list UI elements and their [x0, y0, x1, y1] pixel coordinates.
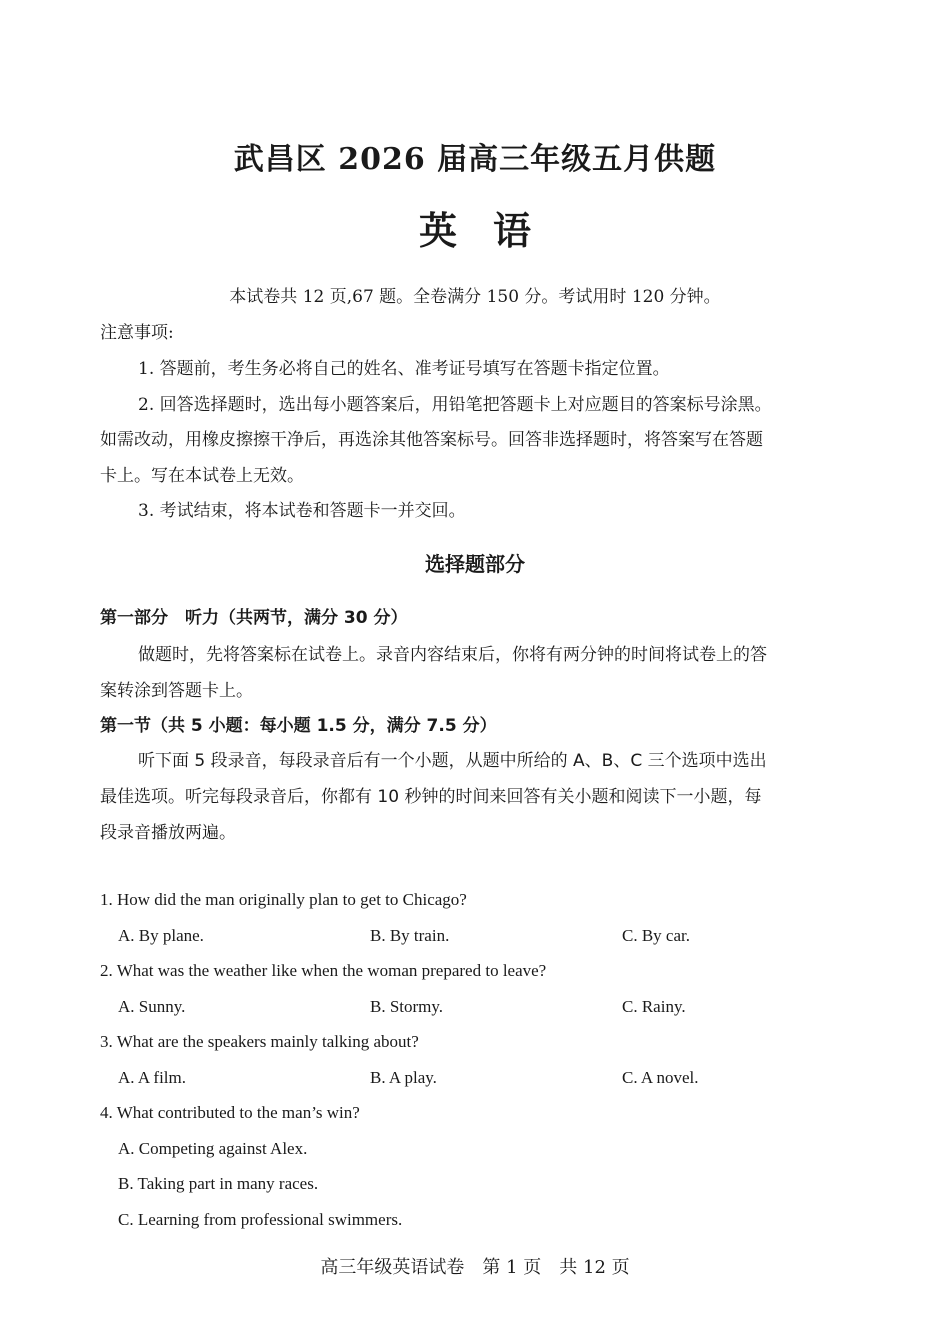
- question-3-stem: 3. What are the speakers mainly talking about?: [100, 1032, 419, 1051]
- question-4-option-a: A. Competing against Alex.: [118, 1139, 308, 1158]
- section1-heading: 第一节（共 5 小题：每小题 1.5 分，满分 7.5 分）: [100, 716, 497, 736]
- part1-instructions-line-2: 案转涂到答题卡上。: [100, 681, 253, 701]
- question-4-option-c: C. Learning from professional swimmers.: [118, 1210, 403, 1229]
- question-2-option-b: B. Stormy.: [370, 997, 444, 1016]
- section1-instructions-line-1: 听下面 5 段录音，每段录音后有一个小题，从题中所给的 A、B、C 三个选项中选出: [138, 751, 767, 771]
- question-4-option-b: B. Taking part in many races.: [118, 1174, 319, 1193]
- question-4-stem: 4. What contributed to the man’s win?: [100, 1103, 360, 1122]
- notice-item-1: 1. 答题前，考生务必将自己的姓名、准考证号填写在答题卡指定位置。: [138, 359, 670, 379]
- section1-instructions-line-3: 段录音播放两遍。: [100, 823, 236, 843]
- question-1-option-b: B. By train.: [370, 926, 450, 945]
- subject-title: 英语: [418, 208, 567, 253]
- question-2-stem: 2. What was the weather like when the woman prepared to leave?: [100, 961, 547, 980]
- exam-meta: 本试卷共 12 页,67 题。全卷满分 150 分。考试用时 120 分钟。: [229, 287, 721, 307]
- section-title: 选择题部分: [425, 552, 525, 576]
- question-1-option-a: A. By plane.: [118, 926, 204, 945]
- part1-instructions-line-1: 做题时，先将答案标在试卷上。录音内容结束后，你将有两分钟的时间将试卷上的答: [138, 645, 767, 665]
- question-3-option-a: A. A film.: [118, 1068, 187, 1087]
- notice-item-2-line-1: 2. 回答选择题时，选出每小题答案后，用铅笔把答题卡上对应题目的答案标号涂黑。: [138, 395, 772, 415]
- section1-instructions-line-2: 最佳选项。听完每段录音后，你都有 10 秒钟的时间来回答有关小题和阅读下一小题，每: [100, 787, 762, 807]
- question-3-option-c: C. A novel.: [622, 1068, 699, 1087]
- question-3-option-b: B. A play.: [370, 1068, 437, 1087]
- question-1-stem: 1. How did the man originally plan to get to Chicago?: [100, 890, 467, 909]
- notice-heading: 注意事项:: [100, 323, 174, 343]
- question-2-option-c: C. Rainy.: [622, 997, 686, 1016]
- question-2-option-a: A. Sunny.: [118, 997, 186, 1016]
- notice-item-2-line-3: 卡上。写在本试卷上无效。: [100, 466, 304, 486]
- page-footer: 高三年级英语试卷 第 1 页 共 12 页: [320, 1257, 630, 1278]
- notice-item-3: 3. 考试结束，将本试卷和答题卡一并交回。: [138, 501, 466, 521]
- exam-title: 武昌区 2026 届高三年级五月供题: [233, 142, 717, 177]
- question-1-option-c: C. By car.: [622, 926, 690, 945]
- part1-heading: 第一部分 听力（共两节，满分 30 分）: [100, 608, 408, 628]
- notice-item-2-line-2: 如需改动，用橡皮擦擦干净后，再选涂其他答案标号。回答非选择题时，将答案写在答题: [100, 430, 763, 450]
